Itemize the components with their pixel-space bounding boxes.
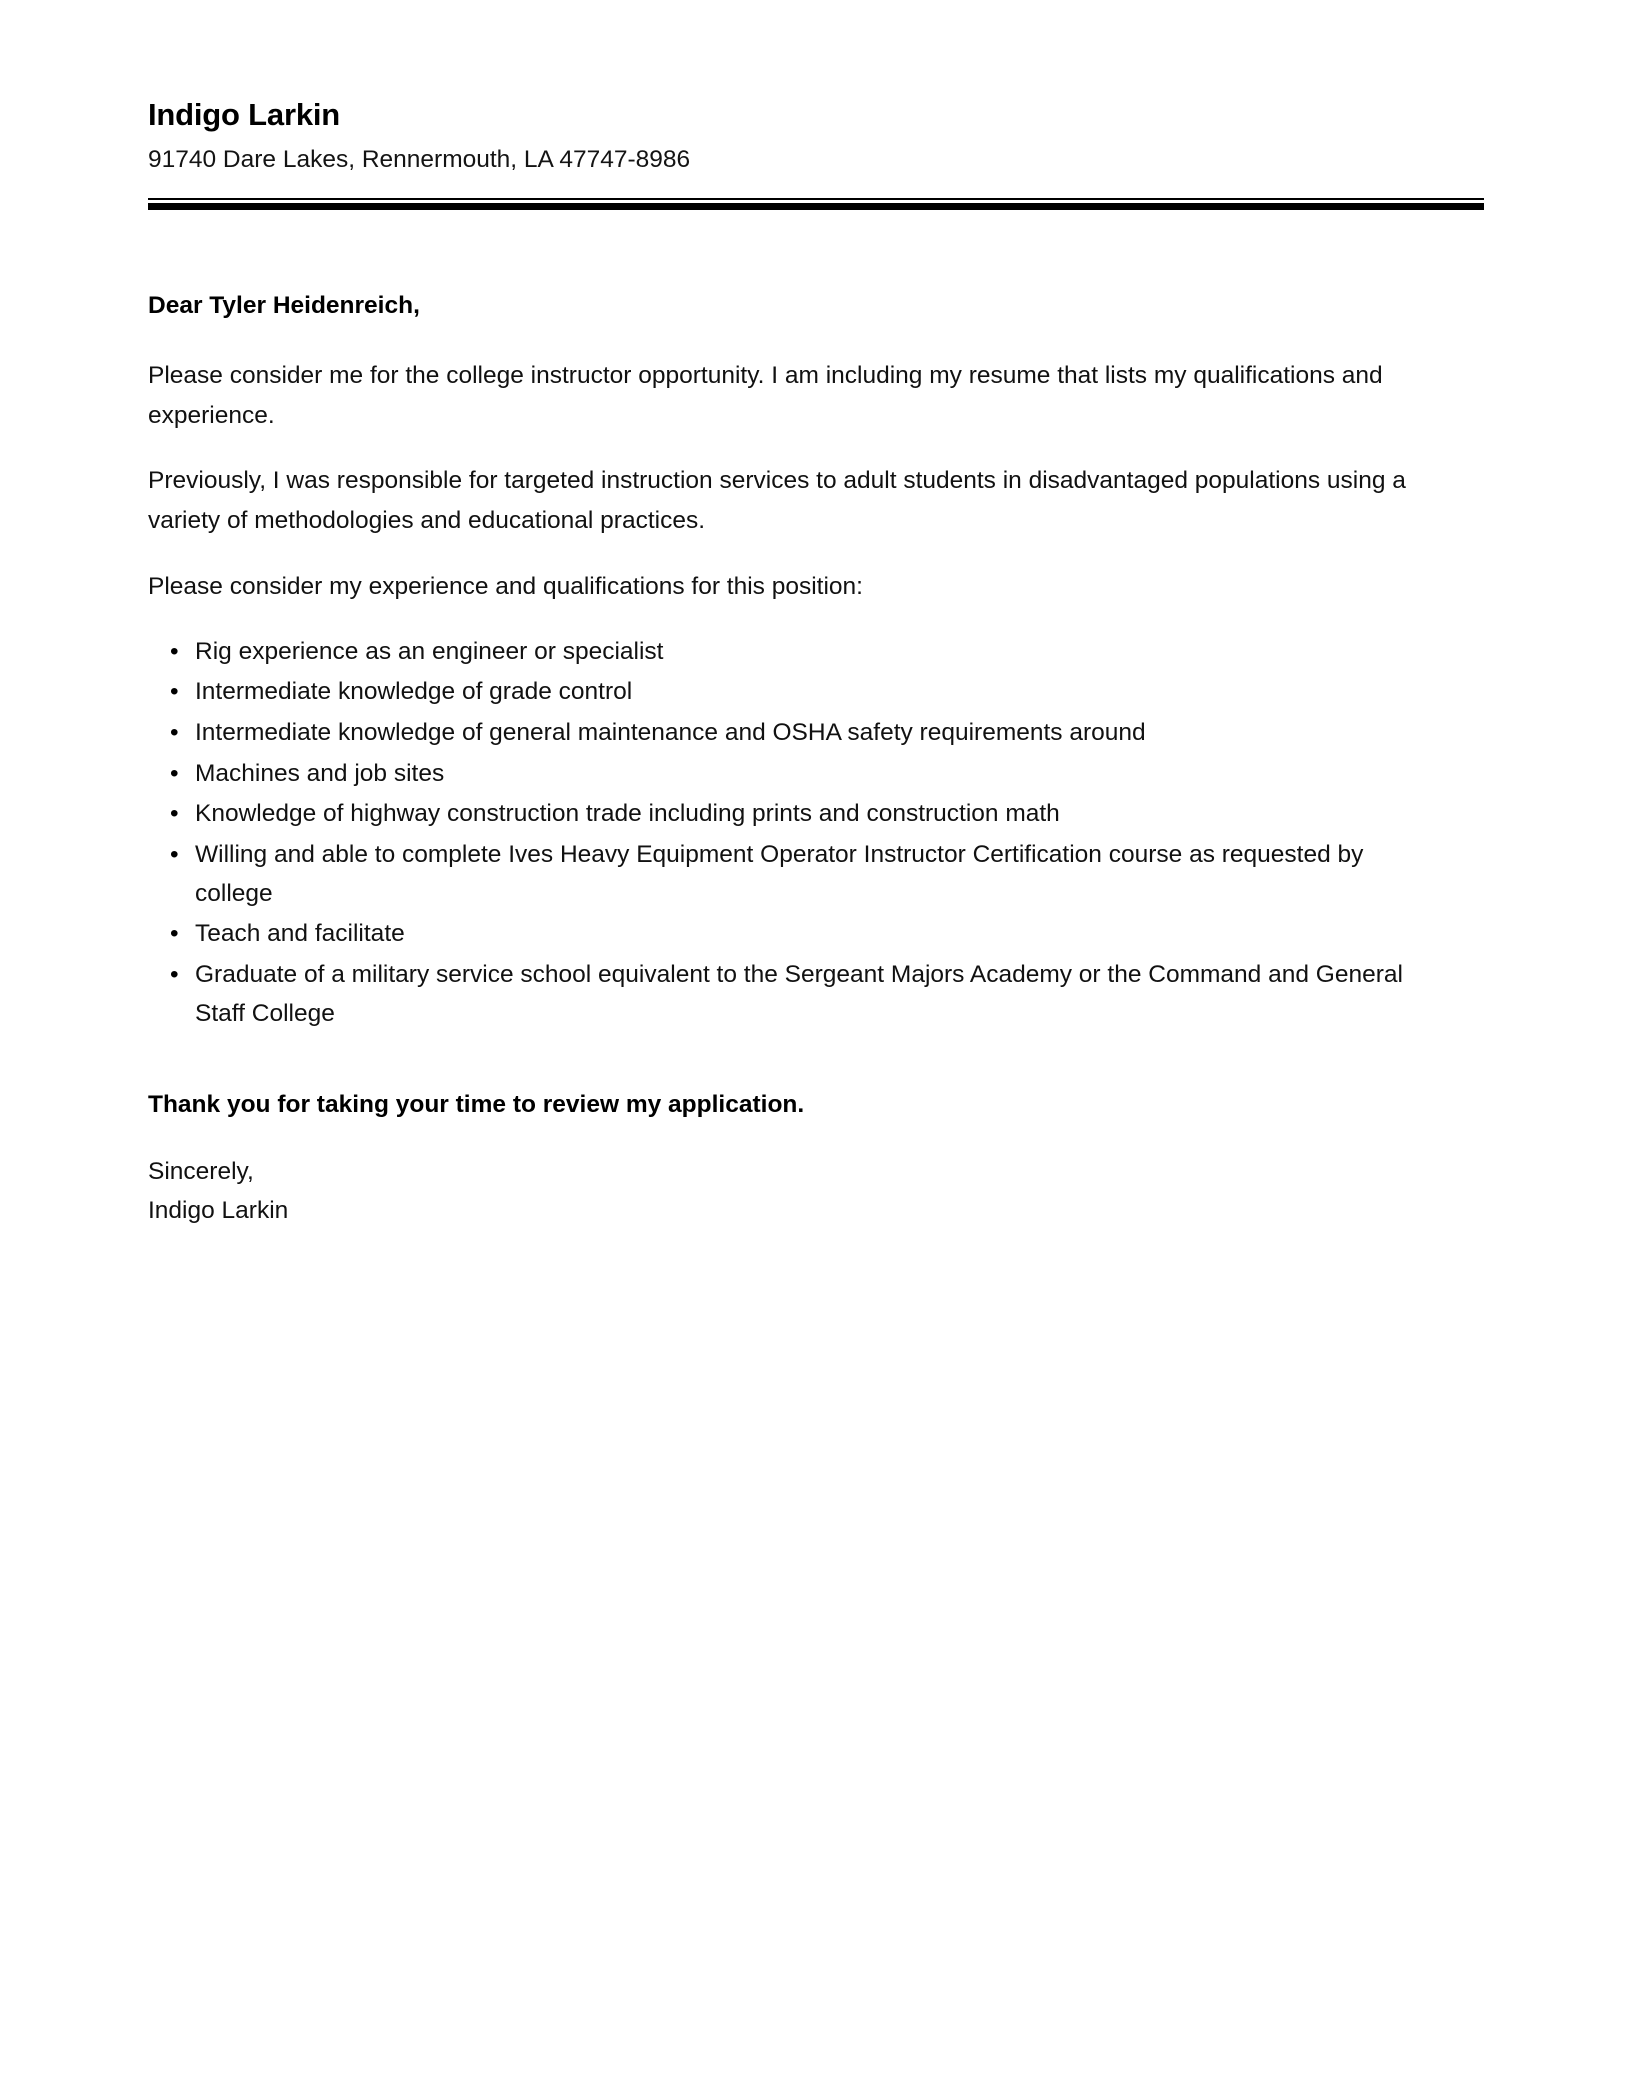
list-item-label: Intermediate knowledge of general maintenance and OSHA safety requirements around [195,718,1146,746]
bullet-icon: • [170,637,179,665]
list-item [148,633,1438,672]
list-item [148,915,1438,954]
letter-body [148,288,1438,1231]
bullet-icon: • [170,759,179,787]
list-item [148,755,1438,794]
list-item [148,836,1438,913]
bullet-icon: • [170,718,179,746]
list-item-label: Rig experience as an engineer or specialist [195,637,664,665]
list-item-label: Knowledge of highway construction trade including prints and construction math [195,800,1060,828]
body-paragraph-2: Previously, I was responsible for targeted instruction services to adult students in disadvantaged populations using a variety of methodologies and educational practices. [148,467,1406,535]
body-paragraph-3: Please consider my experience and qualifications for this position: [148,572,863,600]
bullet-icon: • [170,920,179,948]
list-item-label: Intermediate knowledge of grade control [195,678,633,706]
list-item-label: Willing and able to complete Ives Heavy Equipment Operator Instructor Certification course as requested by college [195,841,1364,907]
list-item [148,714,1438,753]
bullet-icon: • [170,678,179,706]
signoff-name: Indigo Larkin [148,1197,289,1225]
signature-block [148,1153,1438,1230]
thank-you-line: Thank you for taking your time to review my application. [148,1090,805,1118]
body-paragraph-1: Please consider me for the college instructor opportunity. I am including my resume that lists my qualifications and experience. [148,362,1383,429]
header-divider-rule [148,198,1484,210]
bullet-icon: • [170,961,179,989]
list-item [148,673,1438,712]
letterhead [148,96,1484,176]
signoff-closing: Sincerely, [148,1158,254,1186]
sender-address: 91740 Dare Lakes, Rennermouth, LA 47747-8986 [148,145,691,173]
divider-thick-bar [148,203,1484,210]
qualifications-list [148,633,1438,1034]
list-item-label: Machines and job sites [195,759,445,787]
list-item-label: Graduate of a military service school equivalent to the Sergeant Majors Academy or the Command and General Staff College [195,961,1403,1027]
list-item [148,956,1438,1033]
bullet-icon: • [170,800,179,828]
list-item [148,795,1438,834]
sender-name: Indigo Larkin [148,97,341,132]
list-item-label: Teach and facilitate [195,920,405,948]
document-content [148,96,1484,1231]
salutation: Dear Tyler Heidenreich, [148,291,420,319]
bullet-icon: • [170,841,179,869]
